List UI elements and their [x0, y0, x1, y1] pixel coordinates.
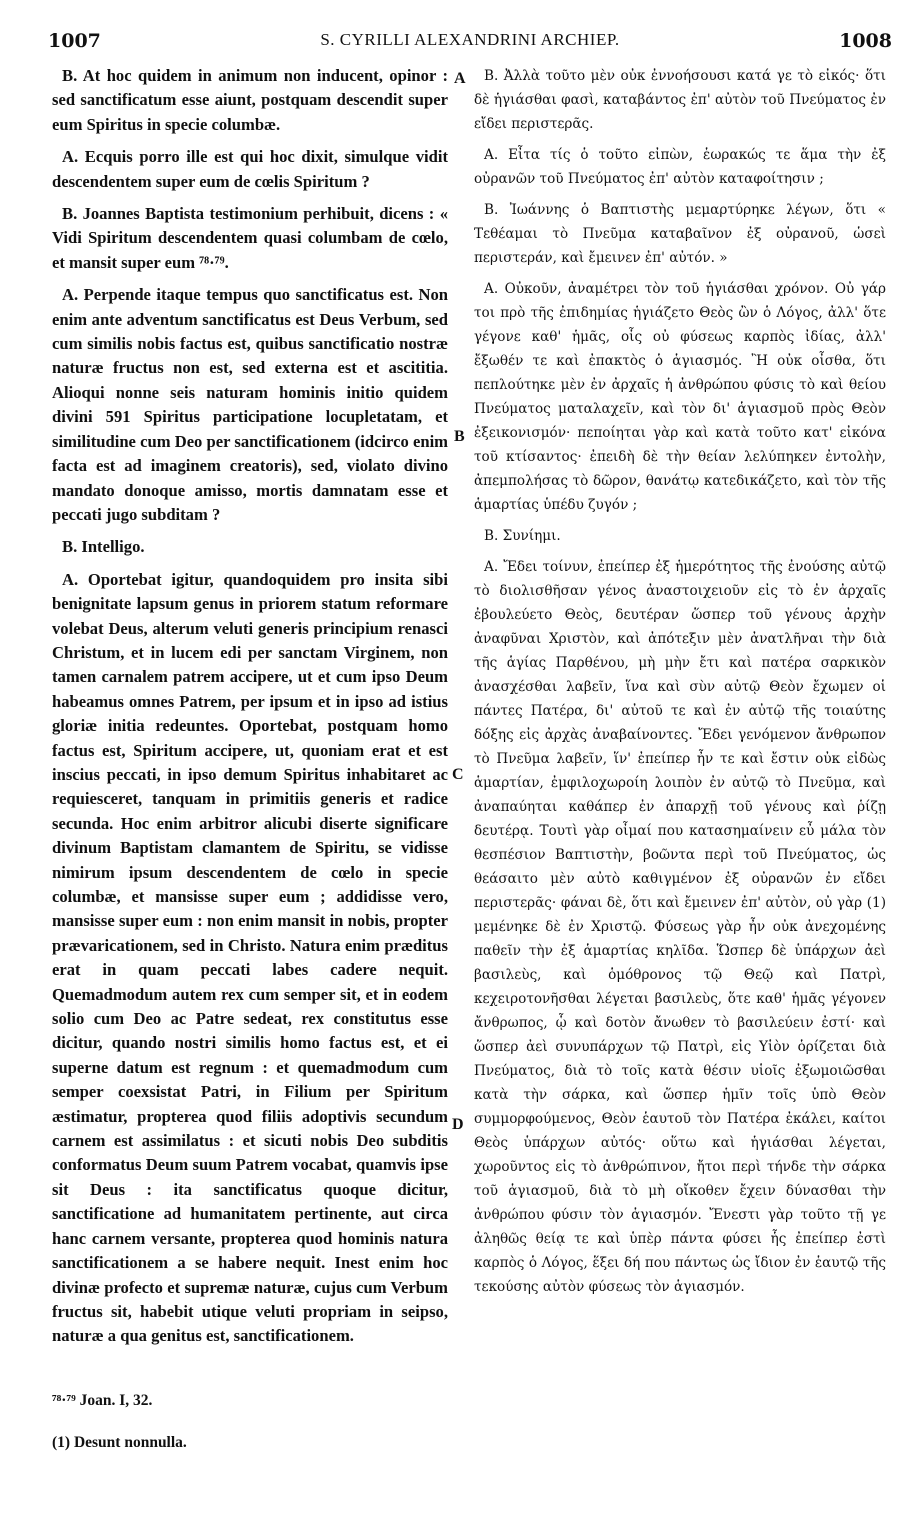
- footnote-reference: ⁷⁸·⁷⁹ Joan. I, 32.: [52, 1392, 153, 1409]
- latin-paragraph: A. Ecquis porro ille est qui hoc dixit, simulque vidit descendentem super eum de cœlis Spiritum ?: [52, 147, 448, 191]
- running-title: S. CYRILLI ALEXANDRINI ARCHIEP.: [320, 30, 620, 49]
- page-number-left: 1007: [48, 30, 101, 52]
- greek-paragraph: A. Ἔδει τοίνυν, ἐπείπερ ἐξ ἡμερότητος τῆς ἐνούσης αὐτῷ τὸ διολισθῆσαν γένος ἀναστοιχειοῦν εἰς τὸ ἐν ἀρχαῖς ἐβουλεύετο Θεὸς, δευτέραν ὥσπερ τοῦ γένους ἀρχὴν ἀναφῦναι Χριστὸν, καὶ ἀπότεξιν μὲν ἀνατλῆναι τὴν διὰ τῆς ἁγίας Παρθένου, μὴ μὴν ἔτι καὶ πατέρα σαρκικὸν ἀνασχέσθαι λαβεῖν, ἵνα καὶ σὺν αὐτῷ Θεὸν ἔχωμεν οἱ πάντες Πατέρα, δι' αὐτοῦ τε καὶ ἐν αὐτῷ τῆς τοιαύτης δόξης εἰς ἀρχὰς ἀναβαίνοντες. Ἔδει γενόμενον ἄνθρωπον τὸ Πνεῦμα λαβεῖν, ἵν' ἐπείπερ ἦν τε καὶ ἔστιν οὐκ εἰδὼς ἁμαρτίαν, ἐμφιλοχωροίη λοιπὸν ἐν αὐτῷ τὸ Πνεῦμα, καὶ ἀναπαύηται καθάπερ ἐν ἀπαρχῇ τοῦ γένους καὶ ῥίζῃ δευτέρᾳ. Τουτὶ γὰρ οἶμαί που κατασημαίνειν εὖ μάλα τὸν θεσπέσιον Βαπτιστὴν, βοῶντα περὶ τοῦ Πνεύματος, ὡς θεάσαιτο μὲν αὐτὸ καθιγμένον ἐξ οὐρανῶν ἐν εἴδει περιστερᾶς· φάναι δὲ, ὅτι καὶ ἔμεινεν ἐπ' αὐτὸν, οὐ γὰρ (1) μεμένηκε δὲ ἐν Χριστῷ. Φύσεως γὰρ ἦν οὐκ ἀνεχομένης παθεῖν τὴν ἐξ ἁμαρτίας κηλῖδα. Ὥσπερ δὲ ὑπάρχων ἀεὶ βασιλεὺς, καὶ ὁμόθρονος τῷ Θεῷ καὶ Πατρὶ, κεχειροτονῆσθαι λέγεται βασιλεὺς, ὅτε καθ' ἡμᾶς γέγονεν ἄνθρωπος, ᾧ καὶ δοτὸν ἄνωθεν τὸ βασιλεύειν ἐστί· καὶ ὥσπερ ἀεὶ συνυπάρχων τῷ Πατρὶ, εἰς Υἱὸν ὁρίζεται διὰ Πνεύματος, διὰ τὸ τοῖς κατὰ θέσιν υἱοῖς ἐξωμοιῶσθαι κατὰ τὴν σάρκα, καὶ ὥσπερ ἡμῖν τοῖς ὑπὸ Θεὸν συμμορφούμενος, Θεὸν ἑαυτοῦ τὸν Πατέρα ἐκάλει, καίτοι Θεὸς ὑπάρχων αὐτός· οὕτω καὶ ἡγιάσθαι λέγεται, χωροῦντος εἰς τὸ ἀνθρώπινον, ἤτοι περὶ τήνδε τὴν σάρκα τοῦ ἁγιασμοῦ, διὰ τὸ μὴ οἴκοθεν ἔχειν δύνασθαι τὴν ἀνθρώπου φύσιν τὸν ἁγιασμόν. Ἔνεστι γὰρ τοῦτο τῇ γε ἀληθῶς θείᾳ τε καὶ ὑπὲρ πάντα φύσει ἧς ἐπείπερ ἐστὶ καρπὸς ὁ Λόγος, ἕξει δή που πάντως ὡς ἴδιον ἐν ἑαυτῷ τῆς τεκούσης αὐτὸν φύσεως τὸν ἁγιασμόν.: [474, 559, 886, 1295]
- margin-letter-d: D: [452, 1116, 464, 1133]
- greek-paragraph: A. Εἶτα τίς ὁ τοῦτο εἰπὼν, ἑωρακώς τε ἅμα τὴν ἐξ οὐρανῶν τοῦ Πνεύματος ἐπ' αὐτὸν καταφοίτησιν ;: [474, 147, 886, 187]
- latin-paragraph: B. At hoc quidem in animum non inducent, opinor : sed sanctificatum esse aiunt, postquam descendit super eum Spiritus in specie columbæ.: [52, 66, 448, 134]
- margin-letter-a: A: [454, 70, 466, 87]
- latin-paragraph: B. Joannes Baptista testimonium perhibuit, dicens : « Vidi Spiritum descendentem quasi columbam de cœlo, et mansit super eum ⁷⁸·⁷⁹.: [52, 204, 448, 272]
- page-number-right: 1008: [839, 30, 892, 52]
- latin-paragraph: A. Oportebat igitur, quandoquidem pro insita sibi benignitate lapsum genus in priorem statum reformare volebat Deus, alterum veluti generis principium renasci Christum, et in lucem edi per sanctam Virginem, non tamen carnalem patrem accipere, ut et cum ipso Deum habeamus omnes Patrem, per ipsum et in ipso ad istius gloriæ initia redeuntes. Oportebat, postquam homo factus est, Spiritum accipere, ut, quoniam erat et est inscius peccati, in ipso demum Spiritus inhabitaret ac requiesceret, tanquam in primitiis generis et radice secunda. Hoc enim arbitror alicubi diserte significare divinum Baptistam clamantem de Spiritu, se vidisse nimirum ipsum descendentem de cœlo in specie columbæ, et mansisse super eum ; addidisse vero, mansisse super eum : non enim mansit in nobis, propter prævaricationem, sed in Christo. Natura enim præditus erat in quam peccati labes cadere nequit. Quemadmodum autem rex cum semper sit, et in eodem solio cum Deo ac Patre sedeat, rex constitutus esse dicitur, quando nostri similis homo factus est, et ei superne datum est regnum : et quemadmodum cum semper coexsistat Patri, in Filium per Spiritum æstimatur, propterea quod filiis adoptivis secundum carnem est assimilatus : et sicuti nobis Deo subditis conformatus Deum suum Patrem vocabat, quamvis ipse sit Deus : ita sanctificatus quoque dicitur, sanctificatione ad humanitatem pertinente, aut circa hanc carnem versante, propterea quod hominis natura sanctificationem a se habere nequit. Inest enim hoc divinæ profecto et supremæ naturæ, cujus cum Verbum fructus sit, habebit utique veluti propriam in seipso, naturæ a qua genitus est, sanctificationem.: [52, 569, 448, 1346]
- latin-paragraph: A. Perpende itaque tempus quo sanctificatus est. Non enim ante adventum sanctificatus est Deus Verbum, sed cum similis nobis factus est, quibus sanctificatio nostræ naturæ fructus non est, sed externa est et ascititia. Alioqui nonne seis naturam hominis initio quidem divini 591 Spiritus participatione locupletatam, et similitudine cum Deo per sanctificationem (idcirco enim facta est ad imaginem creatoris), sed, violato divino mandato donoque amisso, mortis damnatam esse et peccati jugo subditam ?: [52, 285, 448, 524]
- greek-paragraph: B. Ἰωάννης ὁ Βαπτιστὴς μεμαρτύρηκε λέγων, ὅτι « Τεθέαμαι τὸ Πνεῦμα καταβαῖνον ἐξ οὐρανοῦ, ὡσεὶ περιστεράν, καὶ ἔμεινεν ἐπ' αὐτόν. »: [474, 202, 886, 266]
- latin-column: [52, 64, 448, 1384]
- margin-letter-c: C: [452, 766, 464, 783]
- latin-paragraph: B. Intelligo.: [62, 537, 145, 557]
- footnote-1: (1) Desunt nonnulla.: [52, 1434, 187, 1451]
- greek-column: [474, 64, 886, 1384]
- page-header: [48, 30, 892, 54]
- margin-letter-b: B: [454, 428, 465, 445]
- greek-paragraph: A. Οὐκοῦν, ἀναμέτρει τὸν τοῦ ἡγιάσθαι χρόνον. Οὐ γάρ τοι πρὸ τῆς ἐπιδημίας ἡγιάζετο Θεὸς ὢν ὁ Λόγος, ἀλλ' ὅτε γέγονε καθ' ἡμᾶς, οἷς οὐ φύσεως καρπὸς ἰδίας, ἀλλ' ἔξωθέν τε καὶ ἐπακτὸς ὁ ἁγιασμός. Ἢ οὐκ οἶσθα, ὅτι πεπλούτηκε μὲν ἐν ἀρχαῖς ἡ ἀνθρώπου φύσις τὸ καὶ θείου Πνεύματος ματαλαχεῖν, καὶ τὸν δι' ἁγιασμοῦ πρὸς Θεὸν ἐξεικονισμόν· πεποίηται γὰρ καὶ κατὰ τοῦτο κατ' εἰκόνα τοῦ κτίσαντος· ἐπειδὴ δὲ τὴν θείαν λελύπηκεν ἐντολὴν, ἀπεμπολήσας τὸ δῶρον, θανάτῳ κατεδικάζετο, καὶ τὸν τῆς ἁμαρτίας ὑπέδυ ζυγόν ;: [474, 281, 886, 513]
- greek-paragraph: B. Συνίημι.: [484, 528, 561, 544]
- greek-paragraph: B. Ἀλλὰ τοῦτο μὲν οὐκ ἐννοήσουσι κατά γε τὸ εἰκός· ὅτι δὲ ἡγιάσθαι φασὶ, καταβάντος ἐπ' αὐτὸν τοῦ Πνεύματος ἐν εἴδει περιστερᾶς.: [474, 68, 886, 132]
